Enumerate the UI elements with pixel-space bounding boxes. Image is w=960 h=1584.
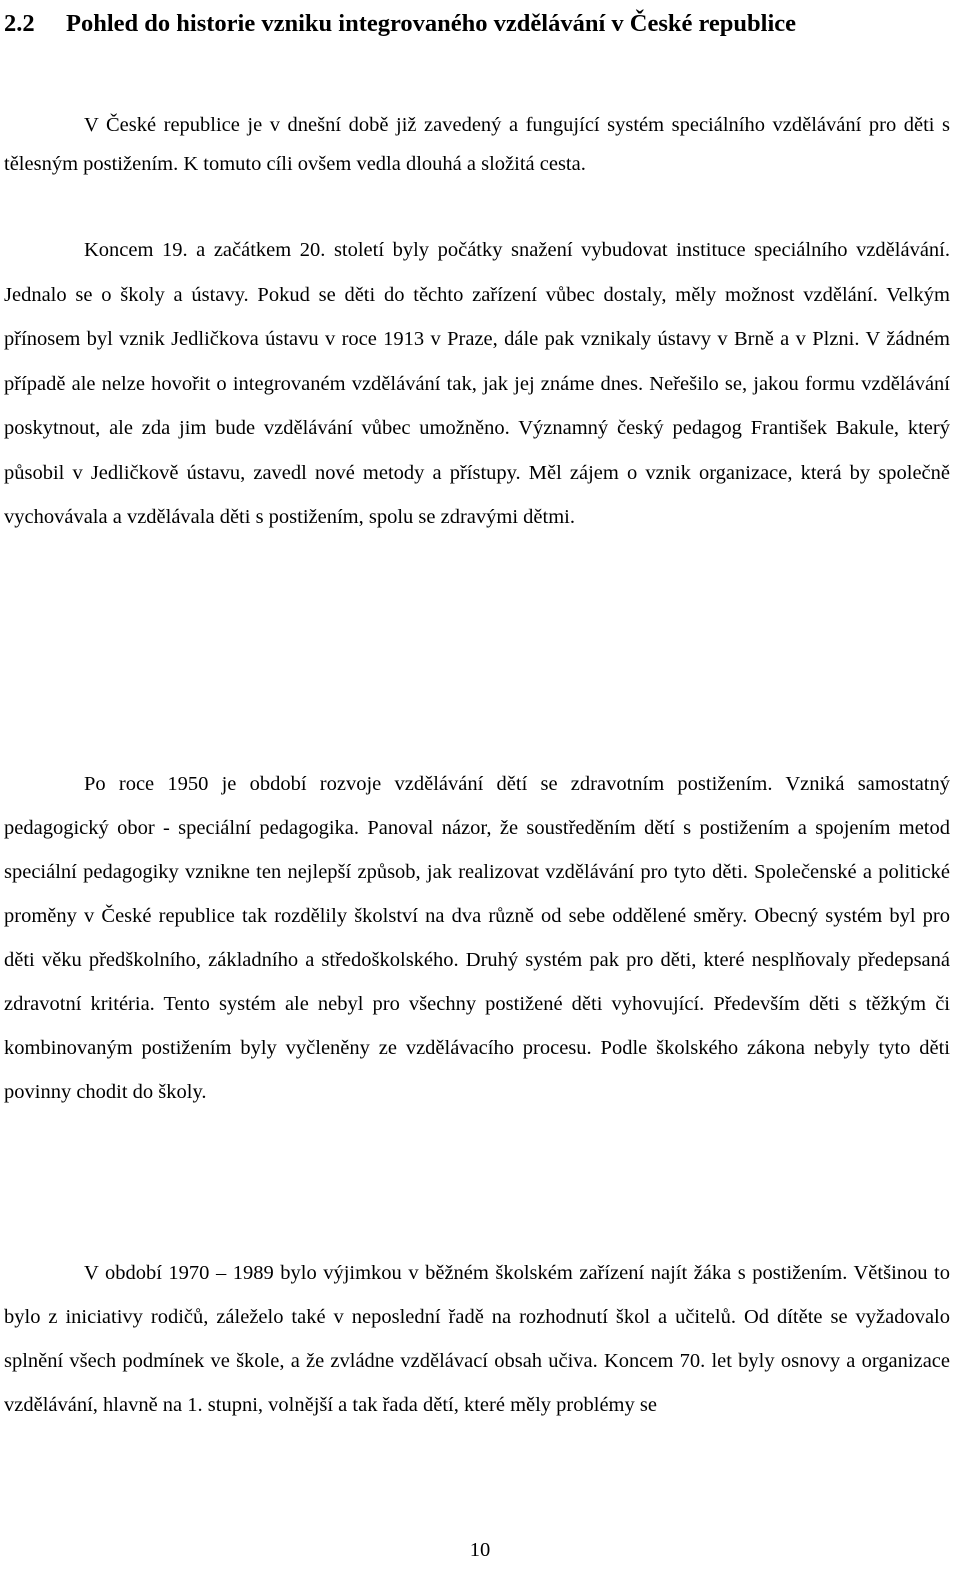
section-title: Pohled do historie vzniku integrovaného vzdělávání v České republice [66,10,797,37]
paragraph-after-1950: Po roce 1950 je období rozvoje vzdělávání dětí se zdravotním postižením. Vzniká samostatný pedagogický obor - speciální pedagogika. Panoval názor, že soustředěním dětí s postižením a spojením metod speciální pedagogiky vznikne ten nejlepší způsob, jak realizovat vzdělávání pro tyto děti. Společenské a politické proměny v České republice tak rozdělily školství na dva různě od sebe oddělené směry. Obecný systém byl pro děti věku předškolního, základního a středoškolského. Druhý systém pak pro děti, které nesplňovaly předepsaná zdravotní kritéria. Tento systém ale nebyl pro všechny postižené děti vyhovující. Především děti s těžkým či kombinovaným postižením byly vyčleněny ze vzdělávacího procesu. Podle školského zákona nebyly tyto děti povinny chodit do školy. [4,773,950,1103]
section-heading [4,0,952,48]
paragraph-early-history: Koncem 19. a začátkem 20. století byly počátky snažení vybudovat instituce speciálního vzdělávání. Jednalo se o školy a ústavy. Pokud se děti do těchto zařízení vůbec dostaly, měly možnost vzdělání. Velkým přínosem byl vznik Jedličkova ústavu v roce 1913 v Praze, dále pak vznikaly ústavy v Brně a v Plzni. V žádném případě ale nelze hovořit o integrovaném vzdělávání tak, jak jej známe dnes. Neřešilo se, jakou formu vzdělávání poskytnout, ale zda jim bude vzdělávání vůbec umožněno. Významný český pedagog František Bakule, který působil v Jedličkově ústavu, zavedl nové metody a přístupy. Měl zájem o vznik organizace, která by společně vychovávala a vzdělávala děti s postižením, spolu se zdravými dětmi. [4,239,950,528]
page-number: 10 [469,1539,491,1561]
section-number: 2.2 [4,10,35,37]
paragraph-intro: V České republice je v dnešní době již zavedený a fungující systém speciálního vzdělávání pro děti s tělesným postižením. K tomuto cíli ovšem vedla dlouhá a složitá cesta. [4,114,950,175]
paragraph-1970-1989: V období 1970 – 1989 bylo výjimkou v běžném školském zařízení najít žáka s postižením. Většinou to bylo z iniciativy rodičů, záleželo také v neposlední řadě na rozhodnutí škol a učitelů. Od dítěte se vyžadovalo splnění všech podmínek ve škole, a že zvládne vzdělávací obsah učiva. Koncem 70. let byly osnovy a organizace vzdělávání, hlavně na 1. stupni, volnější a tak řada dětí, které měly problémy se [4,1262,950,1416]
